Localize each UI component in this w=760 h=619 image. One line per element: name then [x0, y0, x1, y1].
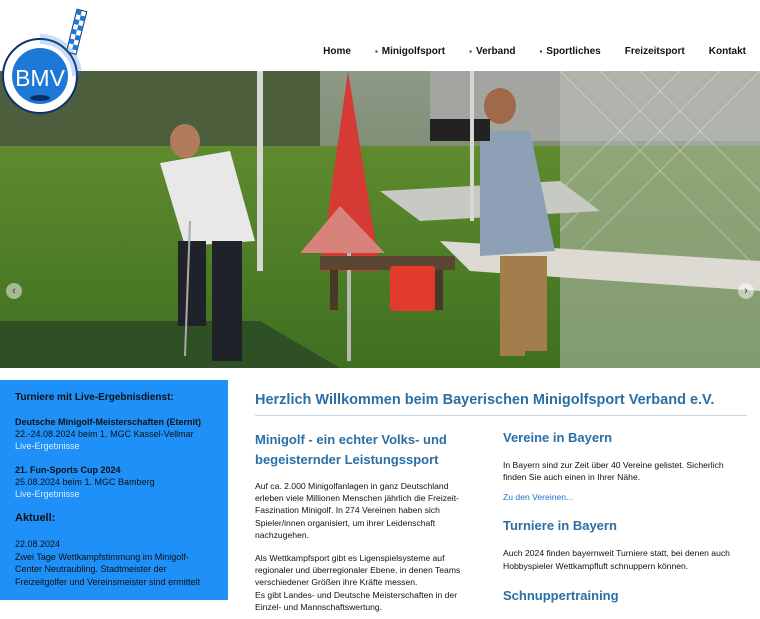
main-navigation: [299, 46, 746, 57]
clubs-link[interactable]: Zu den Vereinen...: [503, 492, 574, 503]
event-title: Deutsche Minigolf-Meisterschaften (Eternit): [15, 417, 202, 427]
nav-item-kontakt[interactable]: [709, 46, 746, 57]
page-title: Herzlich Willkommen beim Bayerischen Minigolfsport Verband e.V.: [255, 380, 747, 416]
nav-item-freizeitsport[interactable]: [625, 46, 685, 57]
tournaments-heading: Turniere in Bayern: [503, 518, 617, 534]
intro-paragraph: Auf ca. 2.000 Minigolfanlagen in ganz Deutschland erleben viele Millionen Menschen jährlich die Freizeit-Faszination Minigolf. In 274 Vereinen haben sich Spieler/innen organisiert, um ihrer Leidenschaft nachzugehen.: [255, 481, 459, 540]
dropdown-dot-icon: ▪: [469, 47, 472, 56]
intro-paragraph: Es gibt Landes- und Deutsche Meisterschaften in der Einzel- und Mannschaftswertung.: [255, 589, 458, 612]
nav-item-label: Minigolfsport: [381, 46, 446, 57]
intro-paragraph: Als Wettkampfsport gibt es Ligenspielsysteme auf regionaler und überregionaler Ebene, in denen Teams verschiedener Größen ihre Kräfte messen.: [255, 553, 461, 588]
news-text[interactable]: Zwei Tage Wettkampfstimmung im Minigolf-Center Neutraubling. Stadtmeister der Freizeitgolfer und Vereinsmeister sind ermittelt: [15, 551, 201, 587]
intro-section: [255, 430, 465, 613]
sidebar-heading: Turniere mit Live-Ergebnisdienst:: [15, 392, 174, 403]
trial-heading: Schnuppertraining: [503, 587, 619, 603]
event-title: 21. Fun-Sports Cup 2024: [15, 465, 121, 475]
live-results-sidebar: [0, 380, 228, 600]
nav-item-label: Freizeitsport: [624, 46, 685, 57]
nav-item-verband[interactable]: [469, 46, 515, 57]
sidebar-event: [15, 464, 213, 500]
nav-item-label: Verband: [475, 46, 516, 57]
event-info: 22.-24.08.2024 beim 1. MGC Kassel-Vellmar: [15, 429, 194, 439]
hero-photo: [0, 71, 760, 368]
tournaments-section: [503, 518, 747, 571]
clubs-heading: Vereine in Bayern: [503, 430, 613, 445]
nav-item-label: Home: [323, 46, 351, 57]
chevron-left-icon: ‹: [12, 285, 16, 297]
news-date: 22.08.2024: [15, 539, 61, 549]
dropdown-dot-icon: ▪: [539, 47, 543, 56]
clubs-text: In Bayern sind zur Zeit über 40 Vereine gelistet. Sicherlich finden Sie auch einen in Ihrer Nähe.: [503, 460, 724, 483]
live-results-link[interactable]: Live-Ergebnisse: [15, 489, 80, 499]
carousel-next-button[interactable]: [738, 283, 754, 299]
nav-item-minigolfsport[interactable]: [375, 46, 445, 57]
live-results-link[interactable]: Live-Ergebnisse: [15, 441, 80, 451]
main-content: [255, 380, 747, 612]
logo-initials: BMV: [15, 65, 65, 91]
nav-item-sportliches[interactable]: [539, 46, 600, 57]
bmv-logo-graphic: [0, 6, 96, 108]
sidebar-event: [15, 416, 213, 452]
site-header: [0, 0, 760, 71]
nav-item-label: Kontakt: [708, 46, 746, 57]
dropdown-dot-icon: ▪: [374, 47, 378, 56]
clubs-section: [503, 430, 747, 502]
carousel-prev-button[interactable]: [6, 283, 22, 299]
news-heading: Aktuell:: [15, 512, 56, 524]
trial-section: [503, 588, 747, 603]
chevron-right-icon: ›: [744, 285, 748, 297]
info-column: [503, 430, 747, 619]
nav-item-home[interactable]: [323, 46, 351, 57]
intro-heading: Minigolf - ein echter Volks- und begeisternder Leistungssport: [255, 432, 447, 467]
bmv-logo[interactable]: [0, 6, 96, 108]
event-info: 25.08.2024 beim 1. MGC Bamberg: [15, 477, 155, 487]
nav-item-label: Sportliches: [546, 46, 601, 57]
tournaments-text: Auch 2024 finden bayernweit Turniere statt, bei denen auch Hobbyspieler Wettkampfluft schnuppern können.: [503, 548, 730, 571]
hero-carousel[interactable]: [0, 71, 760, 368]
